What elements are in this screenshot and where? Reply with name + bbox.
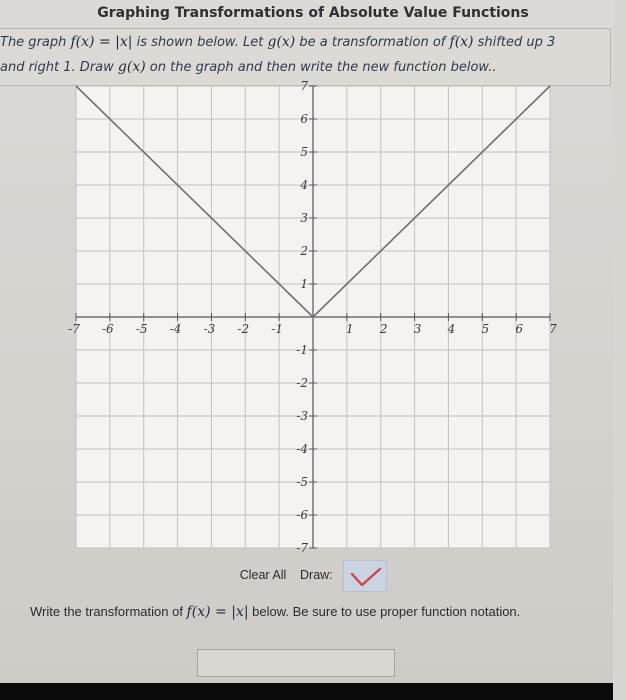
- answer-input[interactable]: [197, 649, 395, 677]
- y-tick-label: -6: [296, 508, 308, 522]
- y-tick-label: -1: [296, 343, 308, 357]
- page-title: Graphing Transformations of Absolute Value Functions: [97, 5, 529, 21]
- math-equals: =: [94, 34, 116, 50]
- y-tick-label: -7: [296, 541, 308, 555]
- y-tick-label: -4: [296, 442, 308, 456]
- graph-canvas[interactable]: [68, 79, 557, 555]
- x-tick-label: -7: [68, 322, 80, 336]
- bottom-bar: [0, 683, 613, 700]
- y-tick-label: 2: [300, 244, 308, 258]
- graph-svg[interactable]: [68, 79, 557, 555]
- y-tick-label: 4: [300, 178, 308, 192]
- math-f-of-x: f(x): [449, 34, 474, 50]
- y-tick-label: -3: [296, 409, 308, 423]
- x-tick-label: -3: [203, 322, 216, 336]
- question-text-part: Write the transformation of: [30, 604, 187, 619]
- y-tick-label: 7: [300, 79, 308, 93]
- y-tick-label: 3: [300, 211, 308, 225]
- question-text-part: below. Be sure to use proper function notation.: [248, 604, 521, 619]
- prompt-line-1: [0, 34, 555, 50]
- prompt-text: The graph: [0, 35, 71, 50]
- x-tick-label: 5: [481, 322, 490, 336]
- x-tick-label: 7: [549, 322, 557, 336]
- math-g-of-x: g(x): [267, 34, 296, 50]
- y-tick-label: -2: [296, 376, 308, 390]
- prompt-text: be a transformation of: [295, 35, 450, 50]
- prompt-line-2: [0, 59, 496, 75]
- math-f-of-x: f(x): [186, 604, 211, 620]
- checkmark-icon: [344, 561, 388, 593]
- prompt-text: and right 1. Draw: [0, 60, 118, 75]
- math-f-of-x: f(x): [70, 34, 95, 50]
- draw-label: Draw:: [300, 568, 333, 582]
- math-g-of-x: g(x): [117, 59, 146, 75]
- prompt-box: [0, 28, 611, 86]
- x-tick-label: -4: [169, 322, 182, 336]
- prompt-text: shifted up 3: [473, 35, 556, 50]
- question-text: [30, 604, 520, 620]
- prompt-text: is shown below. Let: [132, 35, 268, 50]
- clear-all-button[interactable]: Clear All: [234, 564, 292, 586]
- x-tick-label: 3: [413, 322, 422, 336]
- math-abs-x: |x|: [231, 604, 249, 620]
- y-tick-label: 5: [300, 145, 308, 159]
- math-abs-x: |x|: [115, 34, 133, 50]
- y-tick-label: 6: [300, 112, 308, 126]
- x-tick-label: -6: [102, 322, 114, 336]
- y-tick-label: 1: [300, 277, 308, 291]
- y-tick-label: -5: [296, 475, 308, 489]
- x-tick-label: -5: [135, 322, 148, 336]
- x-tick-label: 2: [379, 322, 388, 336]
- x-tick-label: 6: [515, 322, 523, 336]
- prompt-text: on the graph and then write the new function below..: [145, 60, 497, 75]
- x-tick-label: 4: [447, 322, 456, 336]
- draw-tool-button[interactable]: [343, 560, 387, 592]
- x-tick-label: -2: [237, 322, 250, 336]
- x-tick-label: -1: [271, 322, 283, 336]
- x-tick-label: 1: [346, 322, 354, 336]
- math-equals: =: [210, 604, 232, 620]
